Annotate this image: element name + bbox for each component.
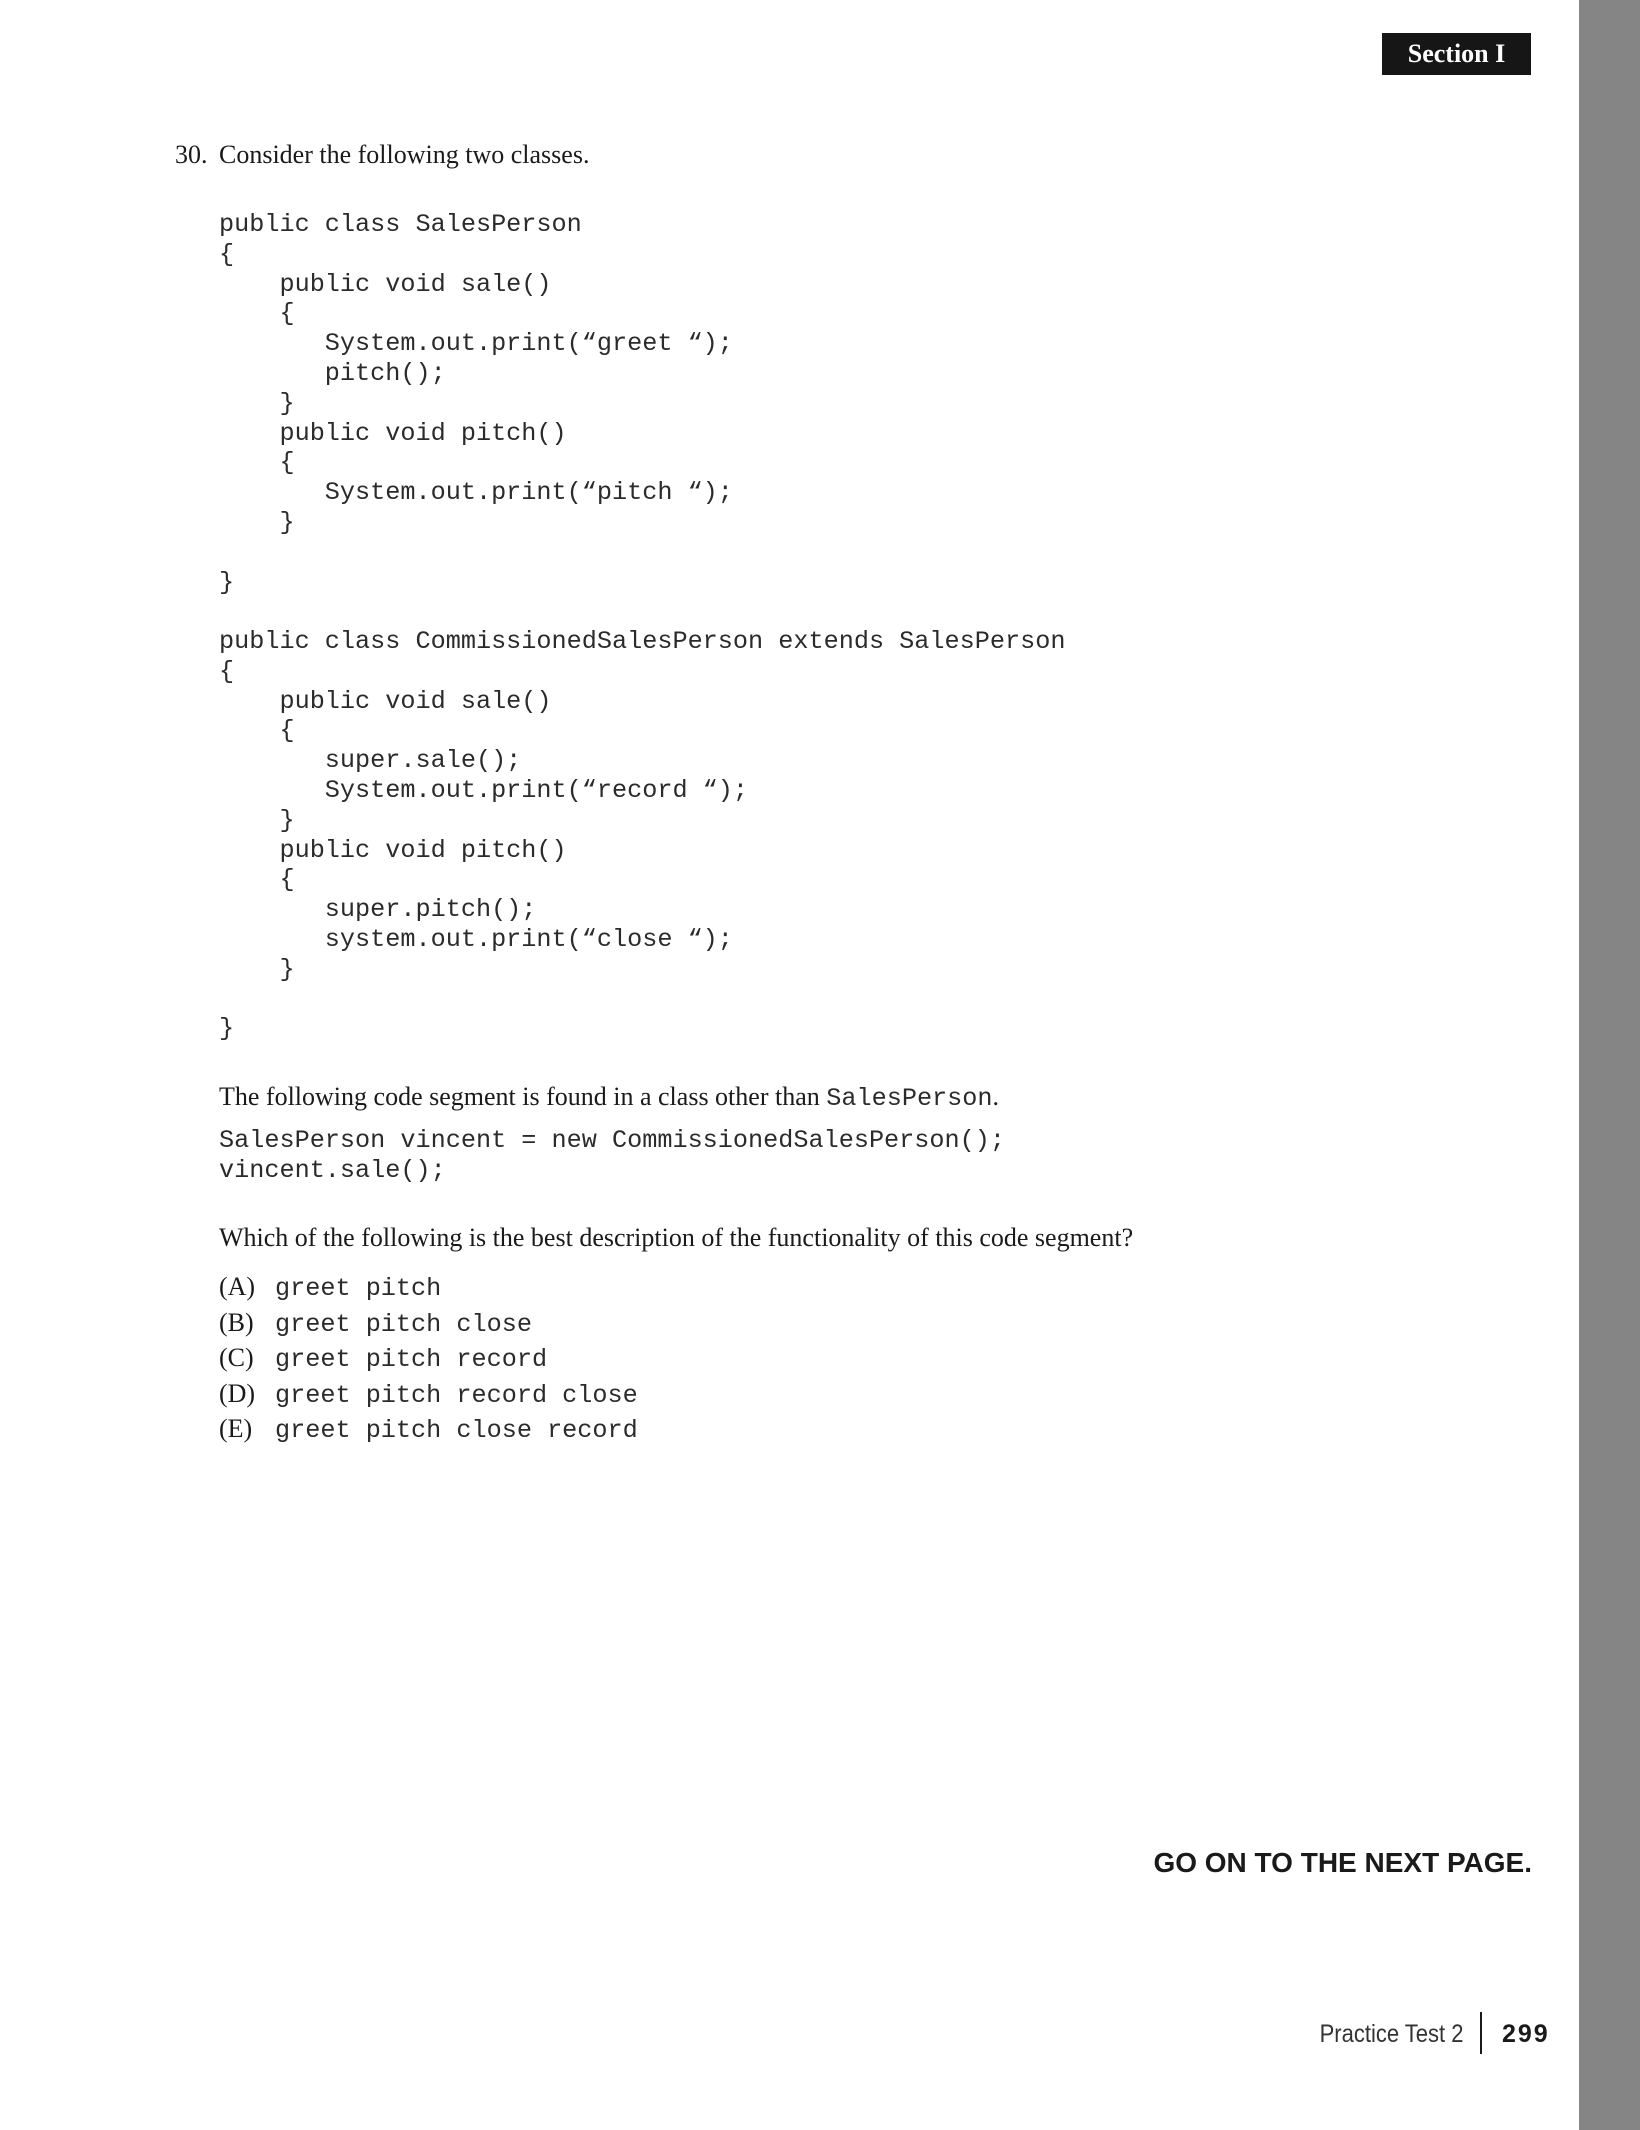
answer-choices (219, 1269, 638, 1447)
segment-intro-class: SalesPerson (826, 1084, 993, 1113)
side-thumb-tab (1579, 0, 1640, 2130)
choice-letter: (D) (219, 1378, 256, 1408)
choice-letter: (B) (219, 1307, 254, 1337)
answer-choice-b[interactable] (219, 1305, 638, 1341)
next-page-notice: GO ON TO THE NEXT PAGE. (1153, 1847, 1532, 1878)
segment-intro-end: . (992, 1082, 1000, 1111)
code-class-salesperson: public class SalesPerson { public void sale() { System.out.print(“greet “); pitch(); } public void pitch() { System.out.print(“pitch “); } } (219, 210, 733, 597)
segment-intro (219, 1080, 999, 1116)
choice-text: greet pitch record (275, 1345, 548, 1374)
choice-letter: (C) (219, 1343, 254, 1372)
footer-divider (1480, 2012, 1482, 2054)
code-segment: SalesPerson vincent = new CommissionedSalesPerson(); vincent.sale(); (219, 1126, 1005, 1185)
choice-text: greet pitch (275, 1274, 442, 1303)
answer-choice-d[interactable] (219, 1376, 638, 1412)
question-prompt-text: Consider the following two classes. (219, 140, 590, 169)
choice-text: greet pitch close (275, 1309, 532, 1339)
footer-book-title: Practice Test 2 (1320, 2020, 1464, 2048)
question-prompt (175, 138, 589, 172)
question-stem: Which of the following is the best description of the functionality of this code segment? (219, 1223, 1134, 1252)
answer-choice-a[interactable] (219, 1269, 638, 1305)
section-badge: Section I (1382, 33, 1531, 75)
answer-choice-c[interactable] (219, 1340, 638, 1376)
choice-letter: (A) (219, 1272, 256, 1301)
choice-text: greet pitch record close (275, 1380, 638, 1410)
footer-page-number: 299 (1502, 2020, 1550, 2048)
code-class-commissioned-salesperson: public class CommissionedSalesPerson extends SalesPerson { public void sale() { super.sale(); System.out.print(“record “); } public void pitch() { super.pitch(); system.out.print(“close “); } } (219, 627, 1066, 1044)
choice-text: greet pitch close record (275, 1416, 638, 1445)
segment-intro-text: The following code segment is found in a class other than (219, 1082, 827, 1111)
question-number: 30. (175, 140, 208, 169)
choice-letter: (E) (219, 1414, 253, 1443)
answer-choice-e[interactable] (219, 1411, 638, 1447)
